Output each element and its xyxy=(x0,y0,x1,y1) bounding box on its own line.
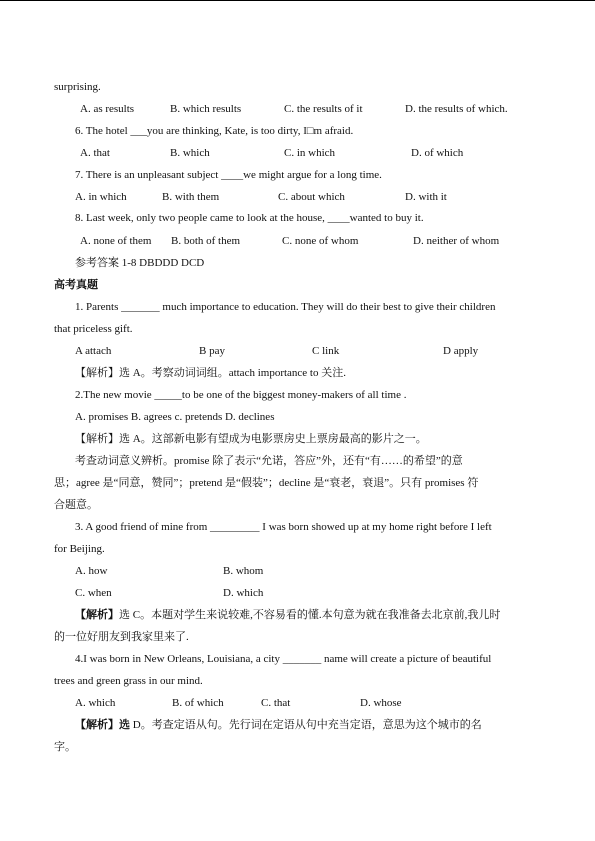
g3-option-a: A. how xyxy=(75,565,108,577)
q8-option-b: B. both of them xyxy=(171,235,241,247)
q5-option-c: C. the results of it xyxy=(284,103,363,115)
q6-stem: 6. The hotel ___you are thinking, Kate, is too dirty, I□m afraid. xyxy=(75,125,354,137)
q7-stem: 7. There is an unpleasant subject ____we might argue for a long time. xyxy=(75,169,382,181)
q8-option-a: A. none of them xyxy=(80,235,152,247)
g2-note-line3: 合题意。 xyxy=(54,499,98,511)
g3-analysis-label: 【解析】 xyxy=(75,609,119,621)
q5-option-d: D. the results of which. xyxy=(405,103,508,115)
g4-option-b: B. of which xyxy=(172,697,224,709)
g2-note-line1: 考查动词意义辨析。promise 除了表示“允诺，答应”外，还有“有……的希望”的意 xyxy=(75,455,463,467)
g4-option-d: D. whose xyxy=(360,697,402,709)
q6-option-d: D. of which xyxy=(411,147,464,159)
g1-stem-line1: 1. Parents _______ much importance to education. They will do their best to give their children xyxy=(75,301,496,313)
q7-option-d: D. with it xyxy=(405,191,447,203)
g1-option-b: B pay xyxy=(199,345,225,357)
g2-options: A. promises B. agrees c. pretends D. declines xyxy=(75,411,275,423)
g1-option-c: C link xyxy=(312,345,340,357)
g3-stem-line1: 3. A good friend of mine from _________ I was born showed up at my home right before I left xyxy=(75,521,492,533)
q5-option-b: B. which results xyxy=(170,103,242,115)
g3-analysis-line2: 的一位好朋友到我家里来了. xyxy=(54,631,189,643)
g3-option-c: C. when xyxy=(75,587,112,599)
q6-option-b: B. which xyxy=(170,147,210,159)
g3-option-b: B. whom xyxy=(223,565,264,577)
g4-analysis xyxy=(75,718,482,732)
g3-analysis xyxy=(75,608,500,622)
g4-option-c: C. that xyxy=(261,697,291,709)
q7-option-b: B. with them xyxy=(162,191,220,203)
g4-option-a: A. which xyxy=(75,697,116,709)
q7-option-c: C. about which xyxy=(278,191,345,203)
q8-option-c: C. none of whom xyxy=(282,235,359,247)
g2-note-line2: 思；agree 是“同意，赞同”；pretend 是“假装”；decline 是“衰老，衰退”。只有 promises 符 xyxy=(54,477,479,489)
g3-analysis-text: 选 C。本题对学生来说较难,不容易看的懂.本句意为就在我准备去北京前,我儿时 xyxy=(119,609,501,621)
q5-stem-tail: surprising. xyxy=(54,81,101,93)
g4-analysis-line2: 字。 xyxy=(54,741,76,753)
g4-analysis-label: 【解析】选 xyxy=(75,719,130,731)
q6-option-c: C. in which xyxy=(284,147,336,159)
page-top-rule xyxy=(0,0,595,1)
q8-stem: 8. Last week, only two people came to look at the house, ____wanted to buy it. xyxy=(75,212,424,224)
g4-stem-line1: 4.I was born in New Orleans, Louisiana, a city _______ name will create a picture of beautiful xyxy=(75,653,492,665)
answer-key: 参考答案 1-8 DBDDD DCD xyxy=(75,257,205,269)
g4-stem-line2: trees and green grass in our mind. xyxy=(54,675,203,687)
q7-option-a: A. in which xyxy=(75,191,127,203)
q6-option-a: A. that xyxy=(80,147,110,159)
g2-analysis: 【解析】选 A。这部新电影有望成为电影票房史上票房最高的影片之一。 xyxy=(75,433,427,445)
g1-option-d: D apply xyxy=(443,345,479,357)
g4-analysis-text: D。考查定语从句。先行词在定语从句中充当定语，意思为这个城市的名 xyxy=(130,719,482,731)
g1-option-a: A attach xyxy=(75,345,112,357)
q5-option-a: A. as results xyxy=(80,103,135,115)
section-title: 高考真题 xyxy=(54,279,98,291)
g3-option-d: D. which xyxy=(223,587,264,599)
g1-analysis: 【解析】选 A。考察动词词组。attach importance to 关注. xyxy=(75,367,346,379)
g1-stem-line2: that priceless gift. xyxy=(54,323,133,335)
q8-option-d: D. neither of whom xyxy=(413,235,500,247)
g2-stem: 2.The new movie _____to be one of the biggest money-makers of all time . xyxy=(75,389,407,401)
g3-stem-line2: for Beijing. xyxy=(54,543,105,555)
